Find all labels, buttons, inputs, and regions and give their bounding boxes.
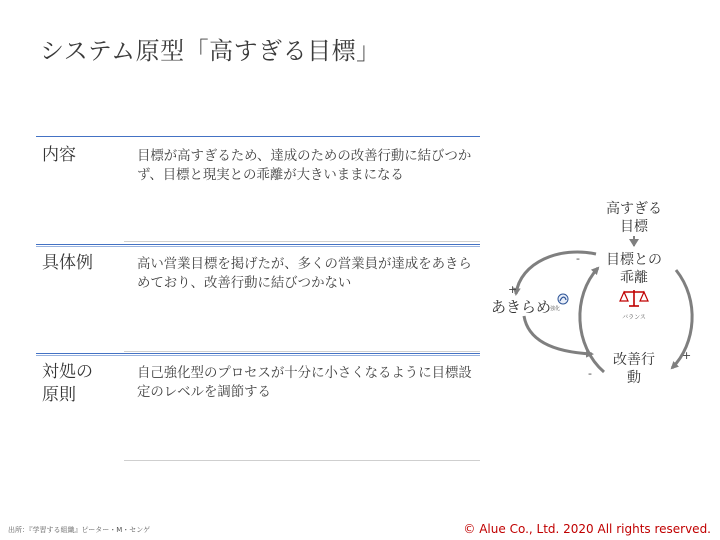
goal-node-line2: 目標 xyxy=(620,219,648,235)
section-label: 内容 xyxy=(42,145,76,165)
giveup-node: あきらめ xyxy=(490,298,551,316)
goal-node-line1: 高すぎる xyxy=(606,201,662,217)
page-title: システム原型「高すぎる目標」 xyxy=(40,37,381,65)
action-node xyxy=(600,351,668,387)
balance-scale-icon xyxy=(620,290,648,306)
section-text: 目標が高すぎるため、達成のための改善行動に結びつかず、目標と現実との乖離が大きいままになる xyxy=(137,149,472,183)
sign-gap-action: + xyxy=(682,349,692,362)
reinforce-label: 強化 xyxy=(549,306,560,312)
action-node-line1: 改善行 xyxy=(613,352,655,368)
section-text: 高い営業目標を掲げたが、多くの営業員が達成をあきらめており、改善行動に結びつかない xyxy=(137,257,472,291)
balance-label: バランス xyxy=(622,314,646,321)
goal-to-gap-arrowhead xyxy=(629,239,639,247)
section-label: 具体例 xyxy=(42,253,93,273)
gap-node-line2: 乖離 xyxy=(620,270,648,286)
sign-gap-giveup: - xyxy=(576,252,580,265)
section-label-line2: 原則 xyxy=(42,385,76,405)
gap-node xyxy=(598,251,670,287)
section-text: 自己強化型のプロセスが十分に小さくなるように目標設定のレベルを調節する xyxy=(137,366,472,400)
gap-node-line1: 目標との xyxy=(606,252,662,268)
sign-giveup-gap: + xyxy=(508,283,518,296)
copyright-notice: © Alue Co., Ltd. 2020 All rights reserved. xyxy=(463,522,711,536)
reinforcing-loop-icon xyxy=(558,294,568,304)
source-citation: 出所：『学習する組織』ピーター・M・センゲ xyxy=(8,526,151,534)
goal-node xyxy=(596,200,672,236)
sign-action-gap: - xyxy=(588,367,592,380)
section-label-line1: 対処の xyxy=(42,362,93,382)
action-node-line2: 動 xyxy=(627,370,641,386)
